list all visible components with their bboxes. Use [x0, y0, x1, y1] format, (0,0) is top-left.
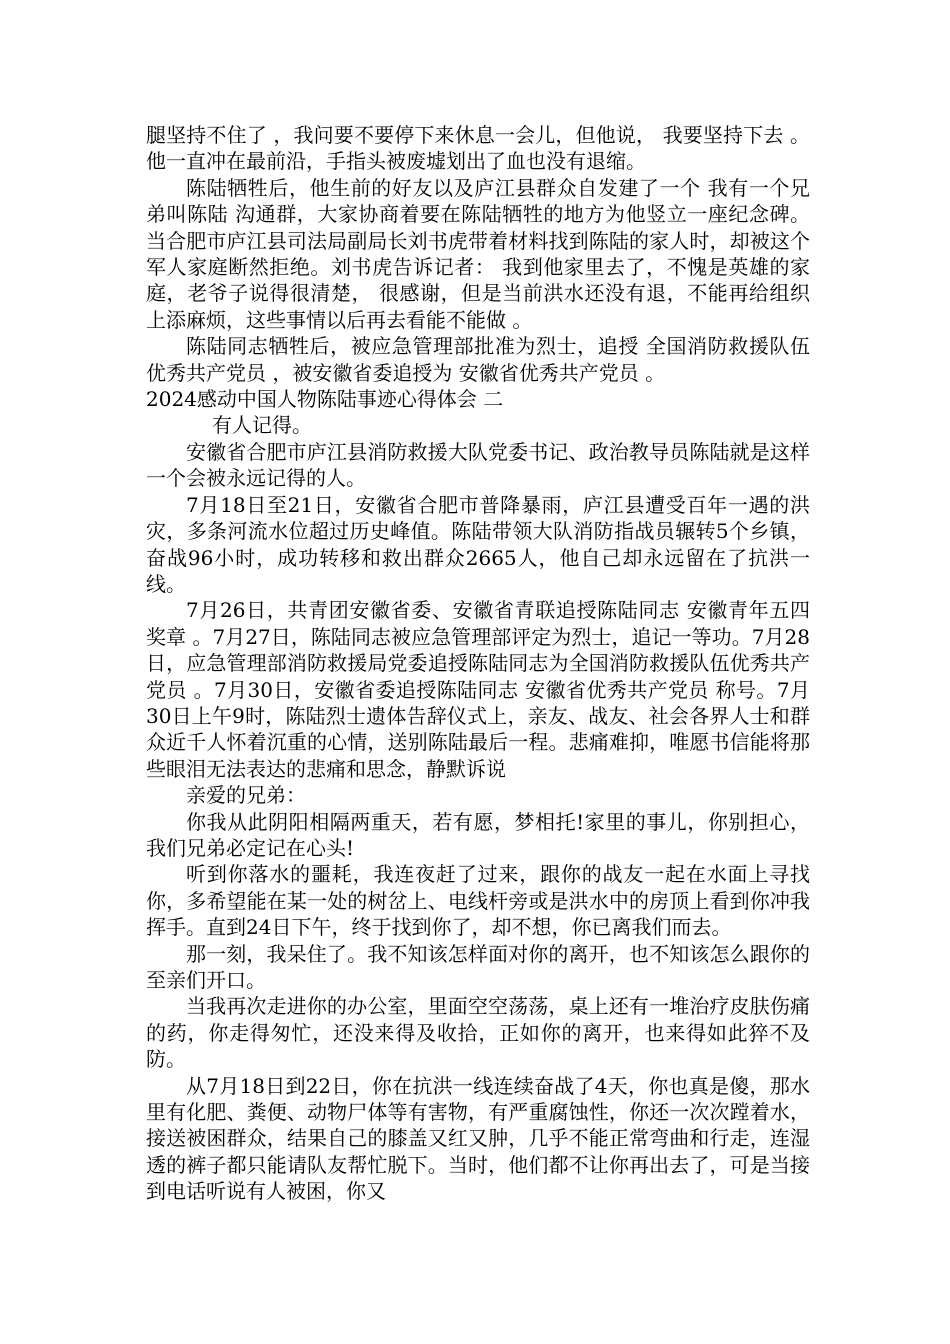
- paragraph-flood: 7月18日至21日，安徽省合肥市普降暴雨，庐江县遭受百年一遇的洪灾，多条河流水位超过历史峰值。陈陆带领大队消防指战员辗转5个乡镇，奋战96小时，成功转移和救出群众2665人，他自己却永远留在了抗洪一线。: [146, 492, 810, 596]
- paragraph-honors: 陈陆同志牺牲后，被应急管理部批准为烈士，追授 全国消防救援队伍优秀共产党员 ，被安徽省委追授为 安徽省优秀共产党员 。: [146, 334, 810, 385]
- section-title: 2024感动中国人物陈陆事迹心得体会 二: [146, 387, 504, 412]
- letter-paragraph-5: 从7月18日到22日，你在抗洪一线连续奋战了4天，你也真是傻，那水里有化肥、粪便、动物尸体等有害物，有严重腐蚀性，你还一次次蹚着水，接送被困群众，结果自己的膝盖又红又肿，几乎不能正常弯曲和行走，连湿透的裤子都只能请队友帮忙脱下。当时，他们都不让你再出去了，可是当接到电话听说有人被困，你又: [146, 1073, 810, 1204]
- letter-paragraph-2: 听到你落水的噩耗，我连夜赶了过来，跟你的战友一起在水面上寻找你，多希望能在某一处的树岔上、电线杆旁或是洪水中的房顶上看到你冲我挥手。直到24日下午，终于找到你了，却不想，你已离我们而去。: [146, 862, 810, 940]
- letter-salutation: 亲爱的兄弟：: [186, 783, 306, 808]
- paragraph-memorial: 陈陆牺牲后，他生前的好友以及庐江县群众自发建了一个 我有一个兄弟叫陈陆 沟通群，大家协商着要在陈陆牺牲的地方为他竖立一座纪念碑。当合肥市庐江县司法局副局长刘书虎带着材料找到陈陆的家人时，却被这个军人家庭断然拒绝。刘书虎告诉记者： 我到他家里去了，不愧是英雄的家庭，老爷子说得很清楚， 很感谢，但是当前洪水还没有退，不能再给组织上添麻烦，这些事情以后再去看能不能做 。: [146, 175, 810, 332]
- paragraph-awards: 7月26日，共青团安徽省委、安徽省青联追授陈陆同志 安徽青年五四奖章 。7月27日，陈陆同志被应急管理部评定为烈士，追记一等功。7月28日，应急管理部消防救援局党委追授陈陆同志为全国消防救援队伍优秀共产党员 。7月30日，安徽省委追授陈陆同志 安徽省优秀共产党员 称号。7月30日上午9时，陈陆烈士遗体告辞仪式上，亲友、战友、社会各界人士和群众近千人怀着沉重的心情，送别陈陆最后一程。悲痛难抑，唯愿书信能将那些眼泪无法表达的悲痛和思念，静默诉说: [146, 598, 810, 781]
- letter-paragraph-4: 当我再次走进你的办公室，里面空空荡荡，桌上还有一堆治疗皮肤伤痛的药，你走得匆忙，还没来得及收拾，正如你的离开，也来得如此猝不及防。: [146, 994, 810, 1072]
- letter-paragraph-3: 那一刻，我呆住了。我不知该怎样面对你的离开，也不知该怎么跟你的至亲们开口。: [146, 941, 810, 992]
- letter-paragraph-1: 你我从此阴阳相隔两重天，若有愿，梦相托!家里的事儿，你别担心，我们兄弟必定记在心头!: [146, 809, 810, 860]
- paragraph-continued: 腿坚持不住了 ，我问要不要停下来休息一会儿，但他说， 我要坚持下去 。他一直冲在最前沿，手指头被废墟划出了血也没有退缩。: [146, 123, 810, 174]
- document-body: [146, 122, 810, 1205]
- paragraph-intro: 安徽省合肥市庐江县消防救援大队党委书记、政治教导员陈陆就是这样一个会被永远记得的人。: [146, 439, 810, 491]
- section-subtitle: 有人记得。: [212, 413, 312, 438]
